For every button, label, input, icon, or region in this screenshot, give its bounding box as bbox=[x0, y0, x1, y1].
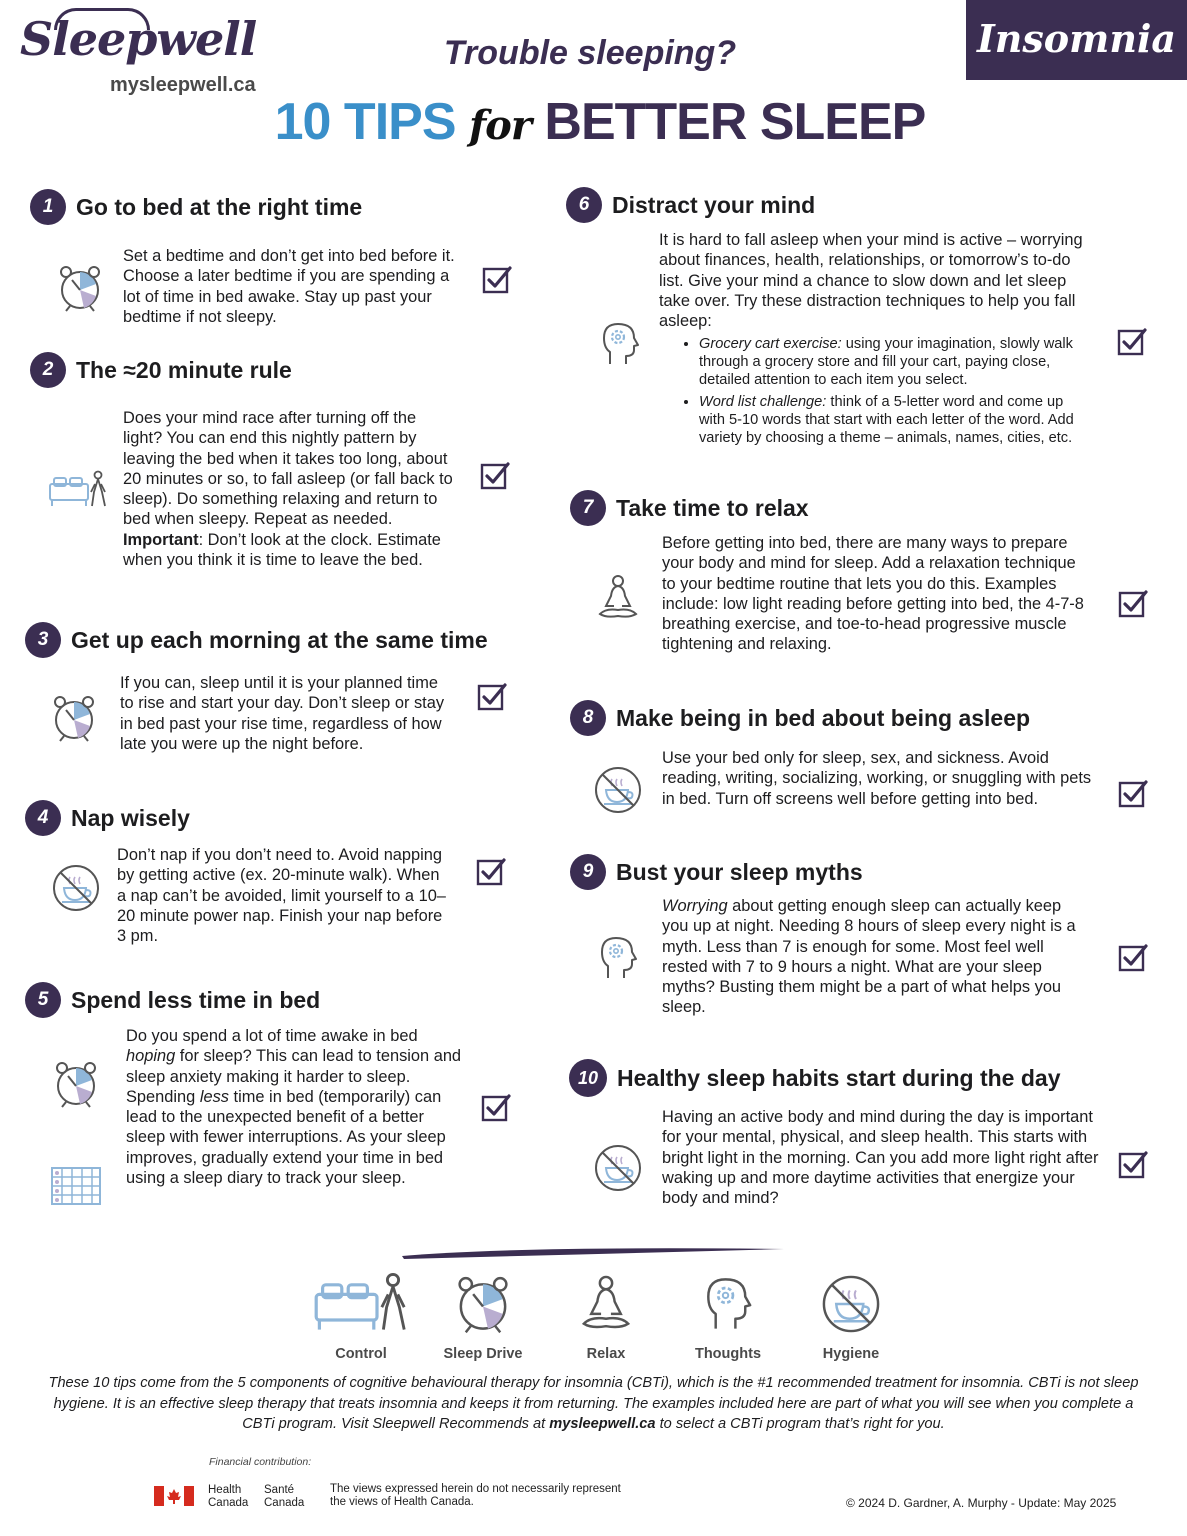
financial-contribution-label: Financial contribution: bbox=[209, 1456, 312, 1468]
list-item bbox=[699, 393, 1089, 447]
no-coffee-icon bbox=[592, 764, 644, 816]
meditation-icon bbox=[592, 572, 644, 624]
category-control bbox=[306, 1272, 416, 1362]
distraction-list bbox=[659, 335, 1089, 447]
tip-number: 7 bbox=[570, 490, 606, 526]
checkbox-icon bbox=[1118, 942, 1148, 972]
bullet-text: think of a 5-letter word and come up with 5-10 words that start with each letter of the word. Add variety by choosing a theme – animals, names, cities, etc. bbox=[699, 394, 1074, 447]
category-label: Sleep Drive bbox=[443, 1346, 523, 1362]
tip-number: 9 bbox=[570, 854, 606, 890]
tip-5-heading bbox=[25, 982, 320, 1018]
tip-5-emphasis: hoping bbox=[126, 1047, 176, 1066]
tip-6-text: It is hard to fall asleep when your mind is active – worrying about finances, health, relationships, or tomorrow’s to-do list. Give your mind a chance to slow down and let sleep take over. Try these distraction techniques to help you fall asleep: bbox=[659, 231, 1083, 331]
tip-3-body: If you can, sleep until it is your planned time to rise and start your day. Don’t sleep or stay in bed past your rise time, regardless of how late you were up the night before. bbox=[120, 674, 445, 753]
tip-number: 5 bbox=[25, 982, 61, 1018]
tip-number: 3 bbox=[25, 622, 61, 658]
tip-8-heading bbox=[570, 700, 1030, 736]
checkbox-icon bbox=[1118, 1149, 1148, 1179]
tip-5-text-3: time in bed (temporarily) can lead to the unexpected benefit of a better sleep with fewer interruptions. As your sleep improves, gradually extend your time in bed using a sleep diary to track your sleep. bbox=[126, 1087, 446, 1188]
tip-9-emphasis: Worrying bbox=[662, 897, 728, 915]
tip-title: Get up each morning at the same time bbox=[71, 626, 488, 653]
title-part-2: for bbox=[468, 102, 531, 149]
tip-number: 1 bbox=[30, 189, 66, 225]
category-sleep-drive bbox=[428, 1272, 538, 1362]
calendar-grid-icon bbox=[50, 1166, 102, 1206]
alarm-clock-icon bbox=[48, 692, 100, 744]
tip-number: 2 bbox=[30, 352, 66, 388]
checkbox-icon bbox=[476, 856, 506, 886]
tip-number: 8 bbox=[570, 700, 606, 736]
tip-number: 4 bbox=[25, 800, 61, 836]
tip-1-body: Set a bedtime and don’t get into bed before it. Choose a later bedtime if you are spending a lot of time in bed awake. Stay up past your bedtime if not sleepy. bbox=[123, 247, 455, 326]
page-subtitle: Trouble sleeping? bbox=[443, 34, 737, 72]
hc-fr-line1: Santé bbox=[264, 1484, 295, 1496]
tip-title: Take time to relax bbox=[616, 494, 809, 521]
checkbox-icon bbox=[480, 460, 510, 490]
head-gear-icon bbox=[594, 318, 646, 370]
tip-10-heading bbox=[569, 1059, 1061, 1097]
category-hygiene bbox=[796, 1272, 906, 1362]
head-gear-icon bbox=[592, 932, 644, 984]
bullet-lead: Word list challenge: bbox=[699, 394, 827, 411]
tip-6-body bbox=[659, 230, 1089, 451]
tip-5-text: Do you spend a lot of time awake in bed bbox=[126, 1027, 418, 1045]
page-title bbox=[240, 92, 960, 152]
tip-2-text-end: : Don’t look at the clock. Estimate when you think it is time to leave the bed. bbox=[123, 530, 441, 570]
disclaimer: The views expressed herein do not necessarily represent the views of Health Canada. bbox=[330, 1483, 621, 1508]
tip-10-body: Having an active body and mind during the day is important for your mental, physical, and sleep health. This starts with bright light in the morning. Can you add more light right after waking up and more daytime activities that energize your body and mind? bbox=[662, 1108, 1099, 1208]
cbti-note bbox=[40, 1373, 1147, 1435]
no-coffee-icon bbox=[819, 1272, 883, 1336]
no-coffee-icon bbox=[592, 1142, 644, 1194]
meditation-icon bbox=[574, 1272, 638, 1336]
tip-5-body bbox=[126, 1026, 466, 1188]
brush-stroke-divider bbox=[398, 1244, 788, 1262]
tip-title: Spend less time in bed bbox=[71, 986, 321, 1013]
tip-title: Make being in bed about being asleep bbox=[616, 704, 1031, 731]
bed-person-icon bbox=[313, 1272, 409, 1336]
list-item bbox=[699, 335, 1089, 389]
tip-7-body: Before getting into bed, there are many ways to prepare your body and mind for sleep. Add a relaxation technique to your bedtime routine that lets you do this. Examples include: low light reading before getting into bed, the 4-7-8 breathing exercise, and toe-to-head progressive muscle tightening and relaxing. bbox=[662, 534, 1084, 654]
no-coffee-icon bbox=[50, 862, 102, 914]
tip-4-heading bbox=[25, 800, 190, 836]
hc-fr-line2: Canada bbox=[264, 1497, 305, 1509]
canada-flag-icon bbox=[154, 1486, 194, 1506]
sante-canada-fr bbox=[264, 1484, 304, 1510]
category-label: Relax bbox=[586, 1346, 626, 1362]
tip-1-heading bbox=[30, 189, 362, 225]
checkbox-icon bbox=[481, 1092, 511, 1122]
tip-2-important: Important bbox=[123, 530, 199, 549]
checkbox-icon bbox=[1118, 588, 1148, 618]
tip-3-heading bbox=[25, 622, 488, 658]
hc-en-line1: Health bbox=[208, 1484, 242, 1496]
bullet-lead: Grocery cart exercise: bbox=[699, 336, 842, 353]
tip-title: Bust your sleep myths bbox=[616, 858, 863, 885]
alarm-clock-icon bbox=[54, 262, 106, 314]
tip-2-text: Does your mind race after turning off the light? You can end this nightly pattern by leaving the bed when it takes too long, about 20 minutes or so, to fall asleep (or fall back to sleep). Do something relaxing and return to bed when sleepy. Repeat as needed. bbox=[123, 409, 453, 529]
checkbox-icon bbox=[1118, 778, 1148, 808]
note-text-end: to select a CBTi program that’s right for you. bbox=[655, 1416, 945, 1432]
sleepwell-link[interactable]: mysleepwell.ca bbox=[549, 1416, 656, 1432]
alarm-clock-icon bbox=[451, 1272, 515, 1336]
checkbox-icon bbox=[1117, 326, 1147, 356]
bed-person-icon bbox=[48, 470, 108, 510]
category-thoughts bbox=[673, 1272, 783, 1362]
tip-number: 10 bbox=[569, 1059, 607, 1097]
logo-script: Sleepwell bbox=[20, 12, 257, 66]
tip-4-body: Don’t nap if you don’t need to. Avoid napping by getting active (ex. 20-minute walk). When a nap can’t be avoided, limit yourself to a 10–20 minute power nap. Finish your nap before 3 pm. bbox=[117, 846, 446, 946]
category-label: Hygiene bbox=[822, 1346, 880, 1362]
tip-2-body bbox=[123, 408, 458, 570]
tip-7-heading bbox=[570, 490, 809, 526]
tip-title: Nap wisely bbox=[71, 804, 190, 831]
hc-en-line2: Canada bbox=[208, 1497, 249, 1509]
tip-title: Healthy sleep habits start during the day bbox=[617, 1064, 1061, 1091]
topic-badge: Insomnia bbox=[966, 0, 1187, 80]
note-text: These 10 tips come from the 5 components of cognitive behavioural therapy for insomnia (CBTi), which is the #1 recommended treatment for insomnia. CBTi is not sleep hygiene. It is an effective sleep therapy that treats insomnia and keeps it from returning. The examples included here are part of what you will see when you complete a CBTi program. Visit Sleepwell Recommends at bbox=[48, 1375, 1139, 1432]
alarm-clock-icon bbox=[50, 1058, 102, 1110]
tip-6-heading bbox=[566, 187, 815, 223]
copyright: © 2024 D. Gardner, A. Murphy - Update: May 2025 bbox=[846, 1496, 1117, 1510]
head-gear-icon bbox=[696, 1272, 760, 1336]
category-label: Control bbox=[335, 1346, 387, 1362]
tip-title: Go to bed at the right time bbox=[76, 193, 363, 220]
health-canada-en bbox=[208, 1484, 248, 1510]
tip-title: Distract your mind bbox=[612, 191, 816, 218]
logo-url: mysleepwell.ca bbox=[110, 74, 256, 96]
bullet-text: using your imagination, slowly walk through a grocery store and fill your cart, paying close, detailed attention to each item you select. bbox=[699, 336, 1073, 389]
tip-number: 6 bbox=[566, 187, 602, 223]
tip-9-text: about getting enough sleep can actually keep you up at night. Needing 8 hours of sleep every night is a myth. Less than 7 is enough for some. Most feel well rested with 7 to 9 hours a night. What are your sleep myths? Busting them might be a part of what helps you sleep. bbox=[662, 897, 1076, 1017]
category-label: Thoughts bbox=[694, 1346, 762, 1362]
sleepwell-logo[interactable] bbox=[14, 8, 274, 98]
tip-title: The ≈20 minute rule bbox=[76, 356, 292, 383]
category-relax bbox=[551, 1272, 661, 1362]
tip-2-heading bbox=[30, 352, 292, 388]
checkbox-icon bbox=[482, 264, 512, 294]
tip-5-emphasis-2: less bbox=[199, 1087, 229, 1106]
tip-9-body bbox=[662, 896, 1092, 1018]
tip-9-heading bbox=[570, 854, 863, 890]
checkbox-icon bbox=[477, 681, 507, 711]
tip-8-body: Use your bed only for sleep, sex, and sickness. Avoid reading, writing, socializing, working, or snuggling with pets in bed. Turn off screens well before getting into bed. bbox=[662, 749, 1092, 808]
tip-5-text-2: for sleep? This can lead to tension and sleep anxiety making it harder to sleep. Spending bbox=[126, 1047, 462, 1106]
title-part-3: BETTER SLEEP bbox=[544, 93, 926, 151]
title-part-1: 10 TIPS bbox=[274, 93, 456, 151]
